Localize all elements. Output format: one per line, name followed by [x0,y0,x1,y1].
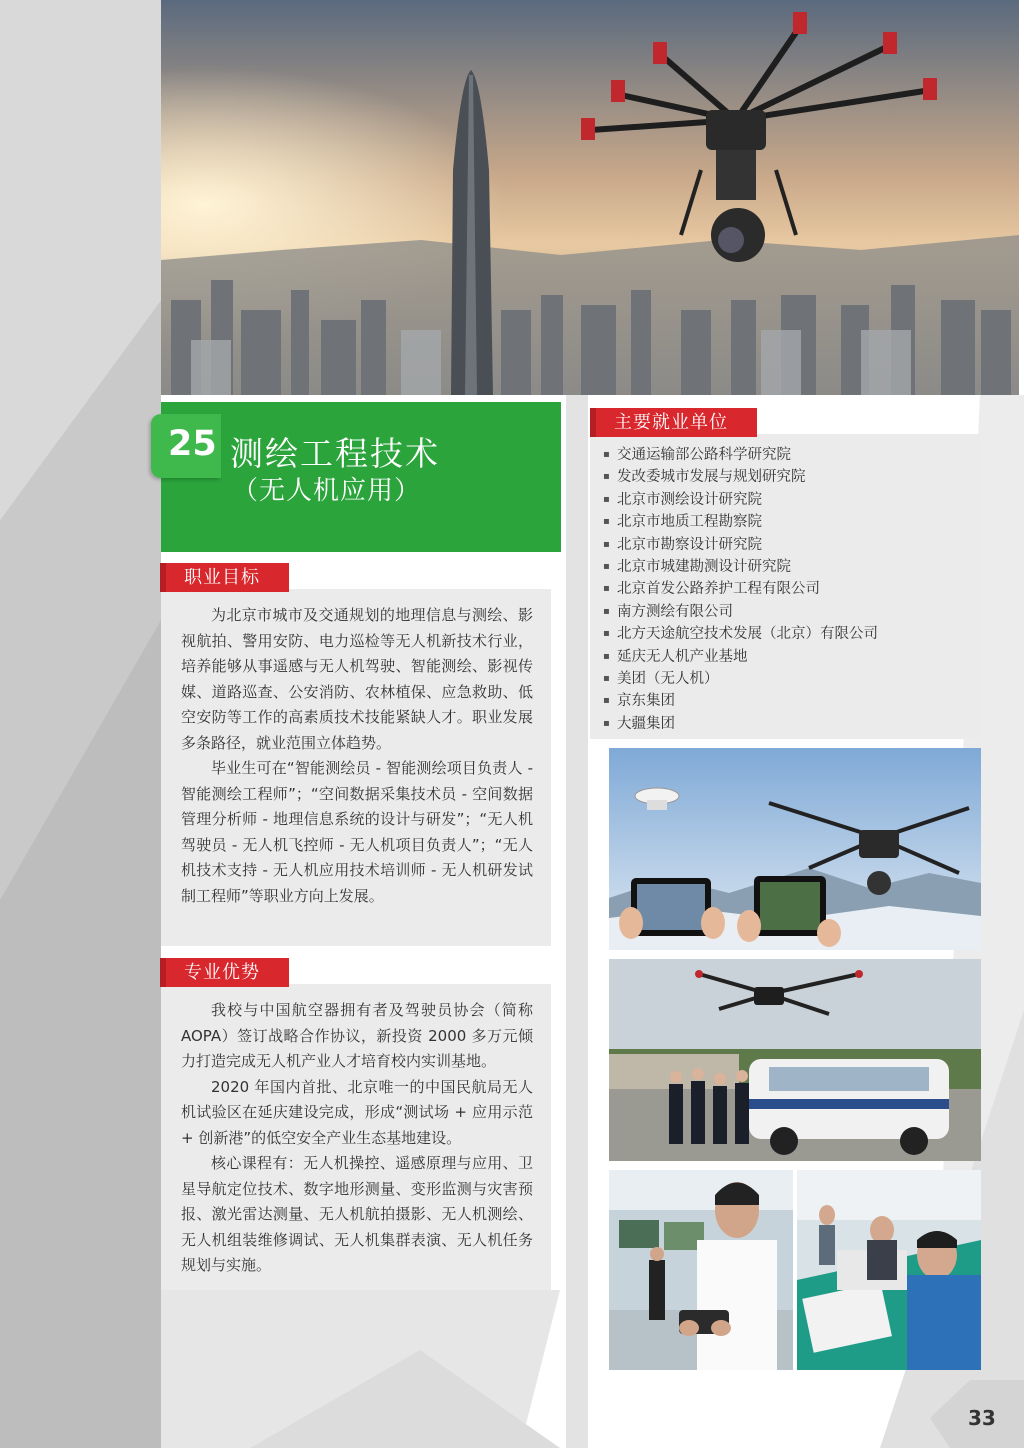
employer-item: ▪ 大疆集团 [603,713,878,735]
career-goal-text [181,603,533,909]
student-controller-photo [609,1170,793,1370]
advantages-text [181,998,533,1279]
program-number-tab [151,414,221,478]
employer-item: ▪ 京东集团 [603,690,878,712]
police-drone-photo [609,959,981,1161]
employer-item: ▪ 发改委城市发展与规划研究院 [603,466,878,488]
advantages-paragraph: 2020 年国内首批、北京唯一的中国民航局无人机试验区在延庆建设完成，形成“测试场 + 应用示范 + 创新港”的低空安全产业生态基地建设。 [181,1077,533,1147]
employer-item: ▪ 延庆无人机产业基地 [603,646,878,668]
advantages-paragraph: 核心课程有：无人机操控、遥感原理与应用、卫星导航定位技术、数字地形测量、变形监测与灾害预报、激光雷达测量、无人机航拍摄影、无人机测绘、无人机组装维修调试、无人机集群表演、无人机任务规划与实施。 [181,1154,533,1274]
employer-item: ▪ 北京市地质工程勘察院 [603,511,878,533]
employers-list [603,444,878,735]
career-goal-paragraph: 为北京市城市及交通规划的地理信息与测绘、影视航拍、警用安防、电力巡检等无人机新技术行业，培养能够从事遥感与无人机驾驶、智能测绘、影视传媒、道路巡查、公安消防、农林植保、应急救助、低空安防等工作的高素质技术技能紧缺人才。职业发展多条路径，就业范围立体趋势。 [181,606,533,752]
hero-photo [161,0,1019,395]
drones-tablets-photo [609,748,981,950]
employer-item: ▪ 北京市城建勘测设计研究院 [603,556,878,578]
employer-item: ▪ 南方测绘有限公司 [603,601,878,623]
employer-item: ▪ 北京市勘察设计研究院 [603,534,878,556]
employer-item: ▪ 美团（无人机） [603,668,878,690]
employer-item: ▪ 交通运输部公路科学研究院 [603,444,878,466]
program-subtitle: （无人机应用） [232,476,422,506]
career-goal-label: 职业目标 [164,563,289,592]
employer-item: ▪ 北京首发公路养护工程有限公司 [603,578,878,600]
lab-workshop-photo [797,1170,981,1370]
career-goal-paragraph: 毕业生可在“智能测绘员 - 智能测绘项目负责人 - 智能测绘工程师”；“空间数据采集技术员 - 空间数据管理分析师 - 地理信息系统的设计与研发”；“无人机驾驶员 - 无人机飞控师 - 无人机项目负责人”；“无人机技术支持 - 无人机应用技术培训师 - 无人机研发试制工程师”等职业方向上发展。 [181,759,533,905]
employer-item: ▪ 北方天途航空技术发展（北京）有限公司 [603,623,878,645]
program-number: 25 [168,424,217,464]
employer-item: ▪ 北京市测绘设计研究院 [603,489,878,511]
advantages-paragraph: 我校与中国航空器拥有者及驾驶员协会（简称 AOPA）签订战略合作协议，新投资 2000 多万元倾力打造完成无人机产业人才培育校内实训基地。 [181,1001,533,1070]
advantages-label: 专业优势 [164,958,289,987]
program-title: 测绘工程技术 [230,434,440,473]
page-number: 33 [968,1406,996,1430]
employers-label: 主要就业单位 [594,408,757,437]
